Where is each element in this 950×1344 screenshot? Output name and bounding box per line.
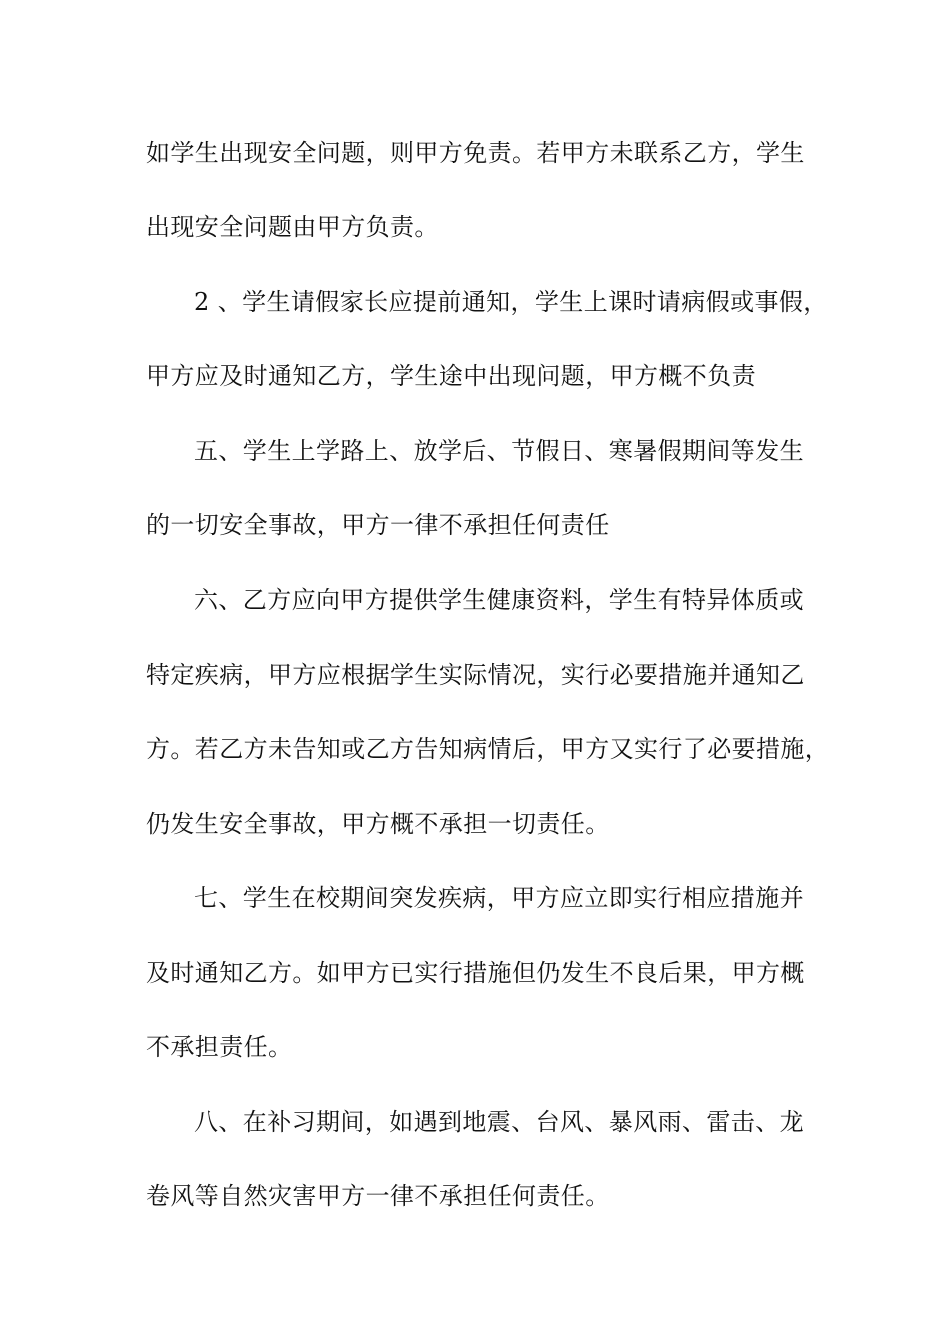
paragraph-line: 方。若乙方未告知或乙方告知病情后，甲方又实行了必要措施， <box>146 735 830 763</box>
paragraph-line: 卷风等自然灾害甲方一律不承担任何责任。 <box>146 1182 610 1210</box>
paragraph-line: 如学生出现安全问题，则甲方免责。若甲方未联系乙方，学生 <box>146 139 805 167</box>
paragraph-line: 七、学生在校期间突发疾病，甲方应立即实行相应措施并 <box>194 884 804 912</box>
paragraph-line: 八、在补习期间，如遇到地震、台风、暴风雨、雷击、龙 <box>194 1108 804 1136</box>
paragraph-line: 不承担责任。 <box>146 1033 293 1061</box>
paragraph-line: 出现安全问题由甲方负责。 <box>146 213 439 241</box>
paragraph-line: 的一切安全事故，甲方一律不承担任何责任 <box>146 511 610 539</box>
paragraph-line: 五、学生上学路上、放学后、节假日、寒暑假期间等发生 <box>194 437 804 465</box>
paragraph-line: 甲方应及时通知乙方，学生途中出现问题，甲方概不负责 <box>146 362 756 390</box>
paragraph-line: 2 、学生请假家长应提前通知，学生上课时请病假或事假， <box>194 288 828 316</box>
paragraph-line: 仍发生安全事故，甲方概不承担一切责任。 <box>146 810 610 838</box>
paragraph-line: 特定疾病，甲方应根据学生实际情况，实行必要措施并通知乙 <box>146 661 805 689</box>
paragraph-line: 六、乙方应向甲方提供学生健康资料，学生有特异体质或 <box>194 586 804 614</box>
paragraph-line: 及时通知乙方。如甲方已实行措施但仍发生不良后果，甲方概 <box>146 959 805 987</box>
